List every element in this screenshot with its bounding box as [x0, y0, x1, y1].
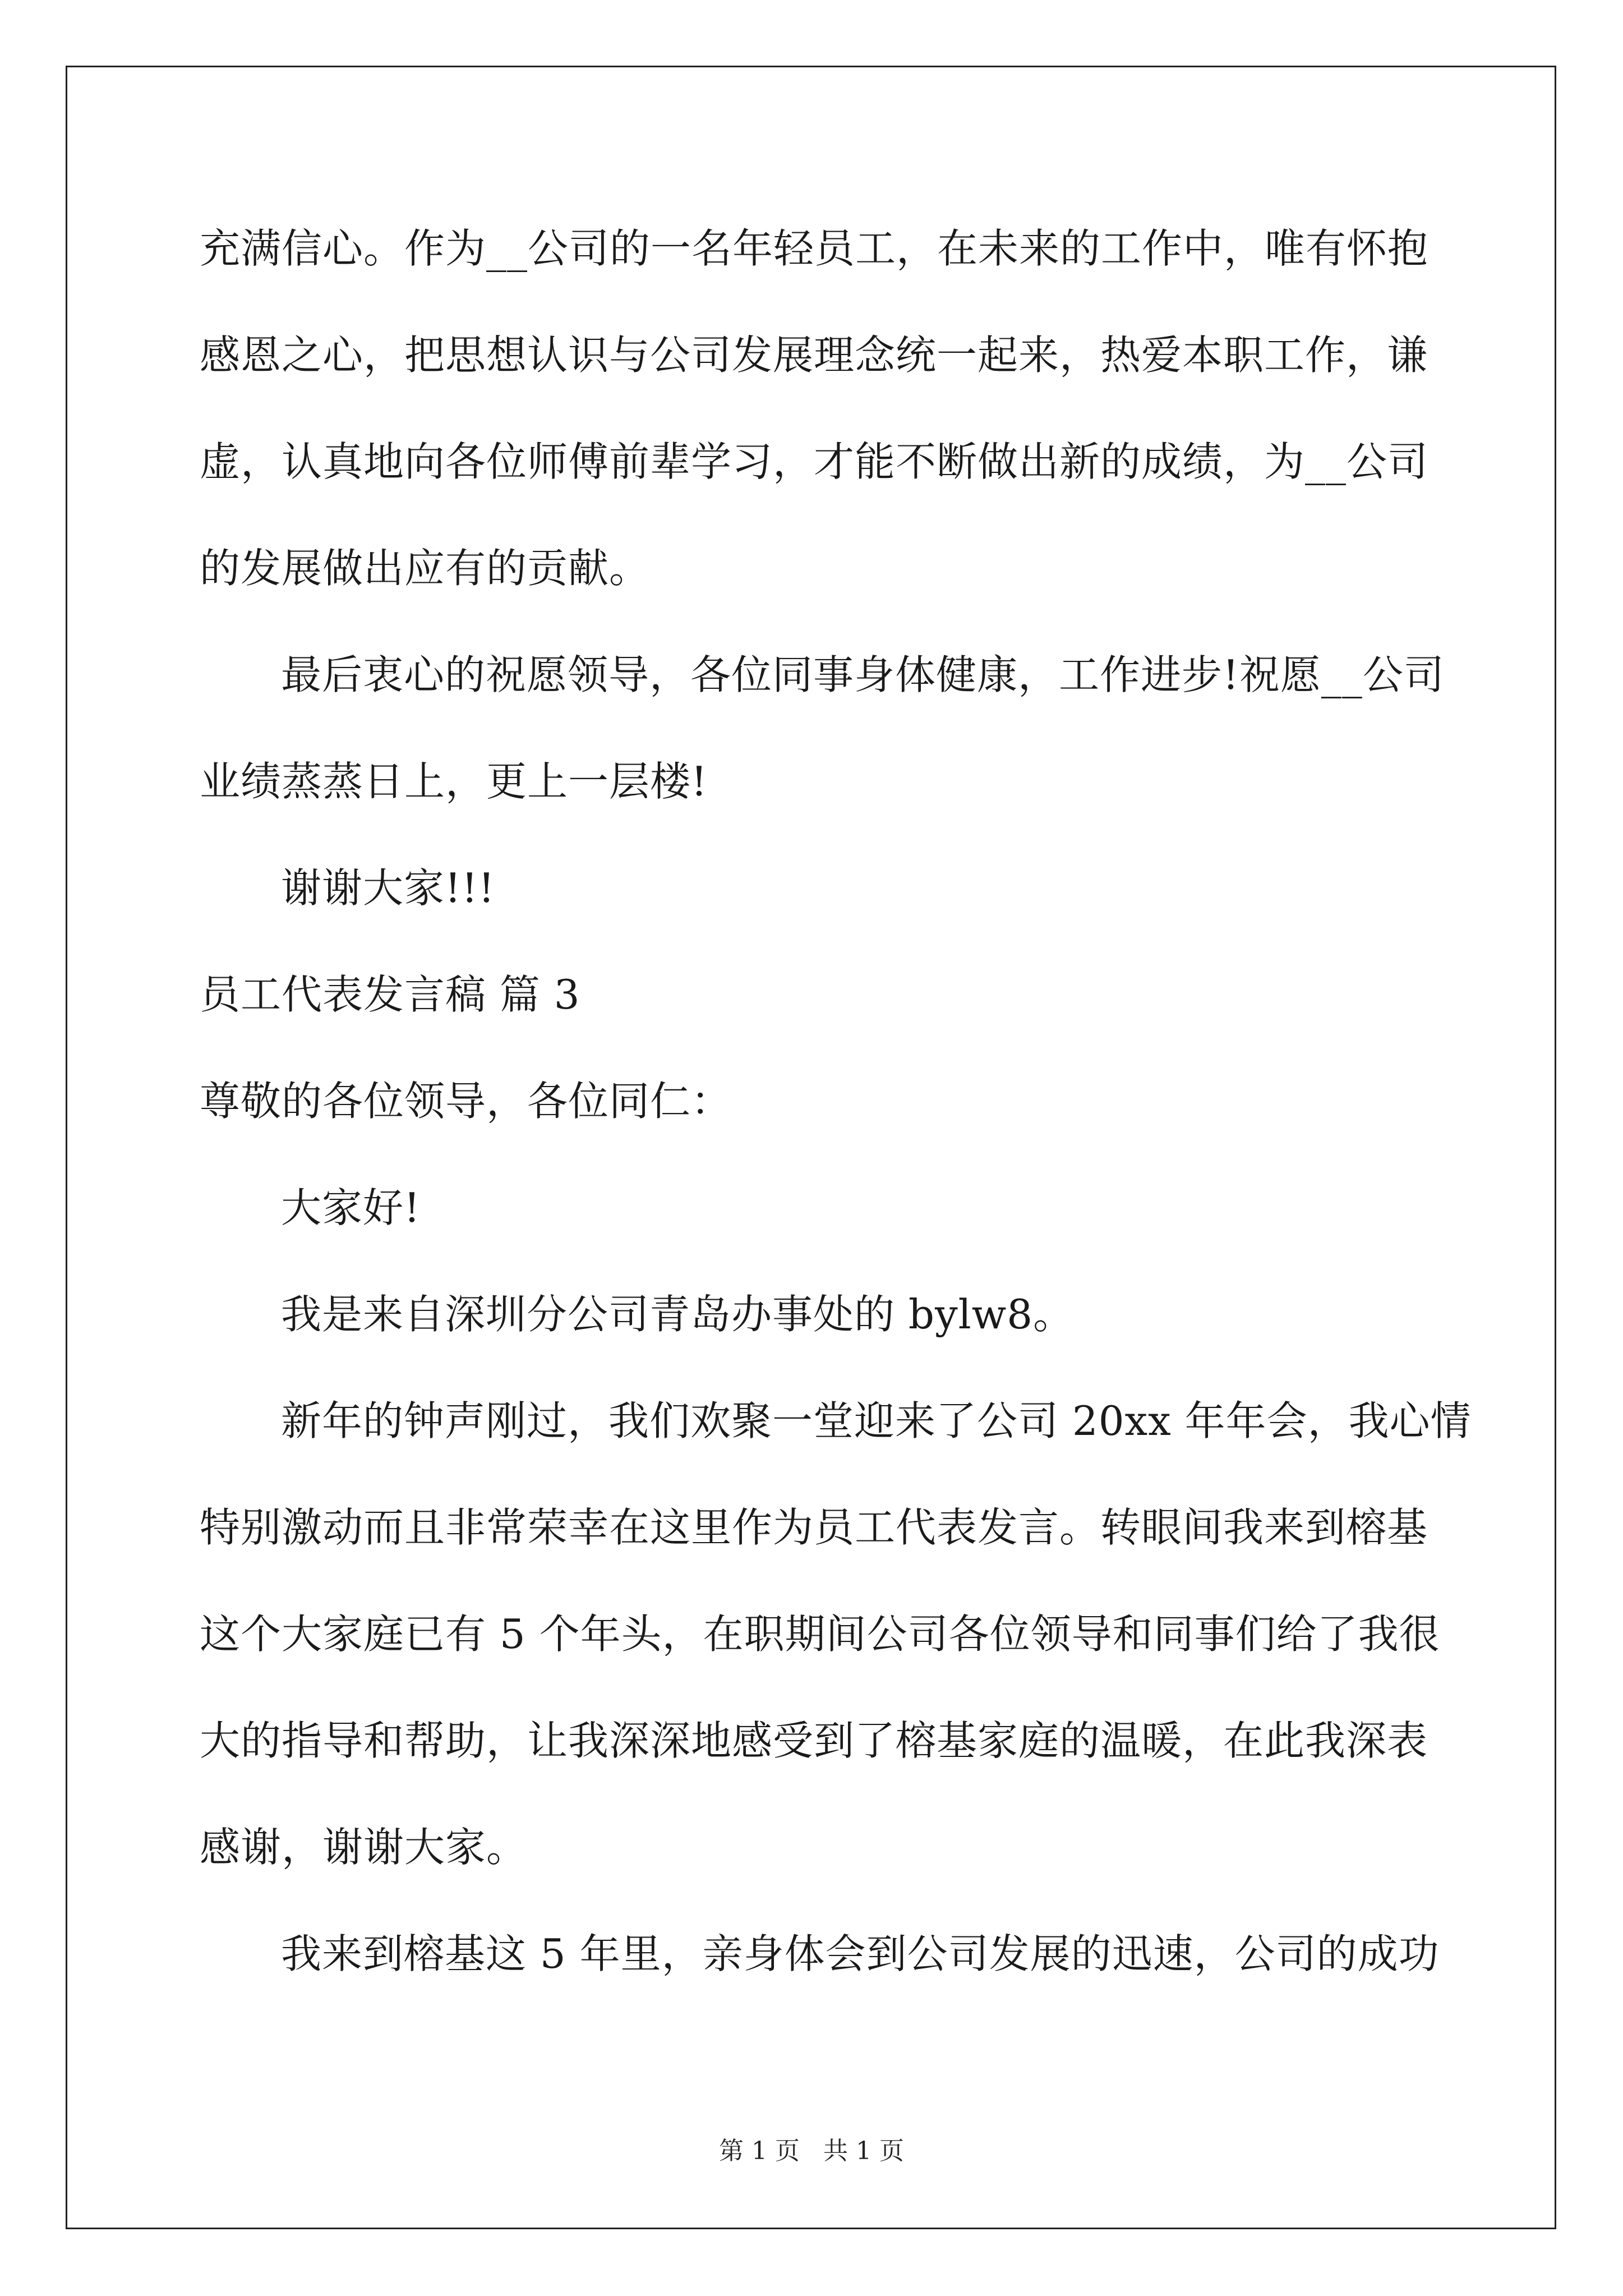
text-line: 我是来自深圳分公司青岛办事处的 bylw8。: [281, 1291, 1075, 1338]
text-line: 业绩蒸蒸日上，更上一层楼!: [200, 758, 708, 805]
text-line: 的发展做出应有的贡献。: [200, 545, 651, 592]
text-line: 大的指导和帮助，让我深深地感受到了榕基家庭的温暖，在此我深表: [200, 1717, 1428, 1764]
text-line: 感恩之心，把思想认识与公司发展理念统一起来，热爱本职工作，谦: [200, 332, 1428, 379]
greeting: 大家好!: [281, 1184, 421, 1231]
text-line: 感谢，谢谢大家。: [200, 1824, 528, 1871]
text-line: 特别激动而且非常荣幸在这里作为员工代表发言。转眼间我来到榕基: [200, 1504, 1428, 1551]
document-body: [200, 220, 1472, 2032]
page-number: 第 1 页: [719, 2137, 800, 2165]
text-line: 这个大家庭已有 5 个年头，在职期间公司各位领导和同事们给了我很: [200, 1611, 1440, 1658]
text-line: 最后衷心的祝愿领导，各位同事身体健康，工作进步!祝愿__公司: [281, 651, 1445, 698]
text-line: 谢谢大家!!!: [281, 864, 495, 912]
text-line: 虚，认真地向各位师傅前辈学习，才能不断做出新的成绩，为__公司: [200, 438, 1429, 485]
section-heading: 员工代表发言稿 篇 3: [200, 971, 580, 1018]
text-line: 新年的钟声刚过，我们欢聚一堂迎来了公司 20xx 年年会，我心情: [281, 1397, 1472, 1444]
page-total: 共 1 页: [823, 2137, 904, 2165]
page-footer: [0, 2134, 1623, 2168]
text-line: 我来到榕基这 5 年里，亲身体会到公司发展的迅速，公司的成功: [281, 1930, 1440, 1977]
salutation: 尊敬的各位领导，各位同仁：: [200, 1078, 732, 1125]
text-line: 充满信心。作为__公司的一名年轻员工，在未来的工作中，唯有怀抱: [200, 225, 1429, 272]
